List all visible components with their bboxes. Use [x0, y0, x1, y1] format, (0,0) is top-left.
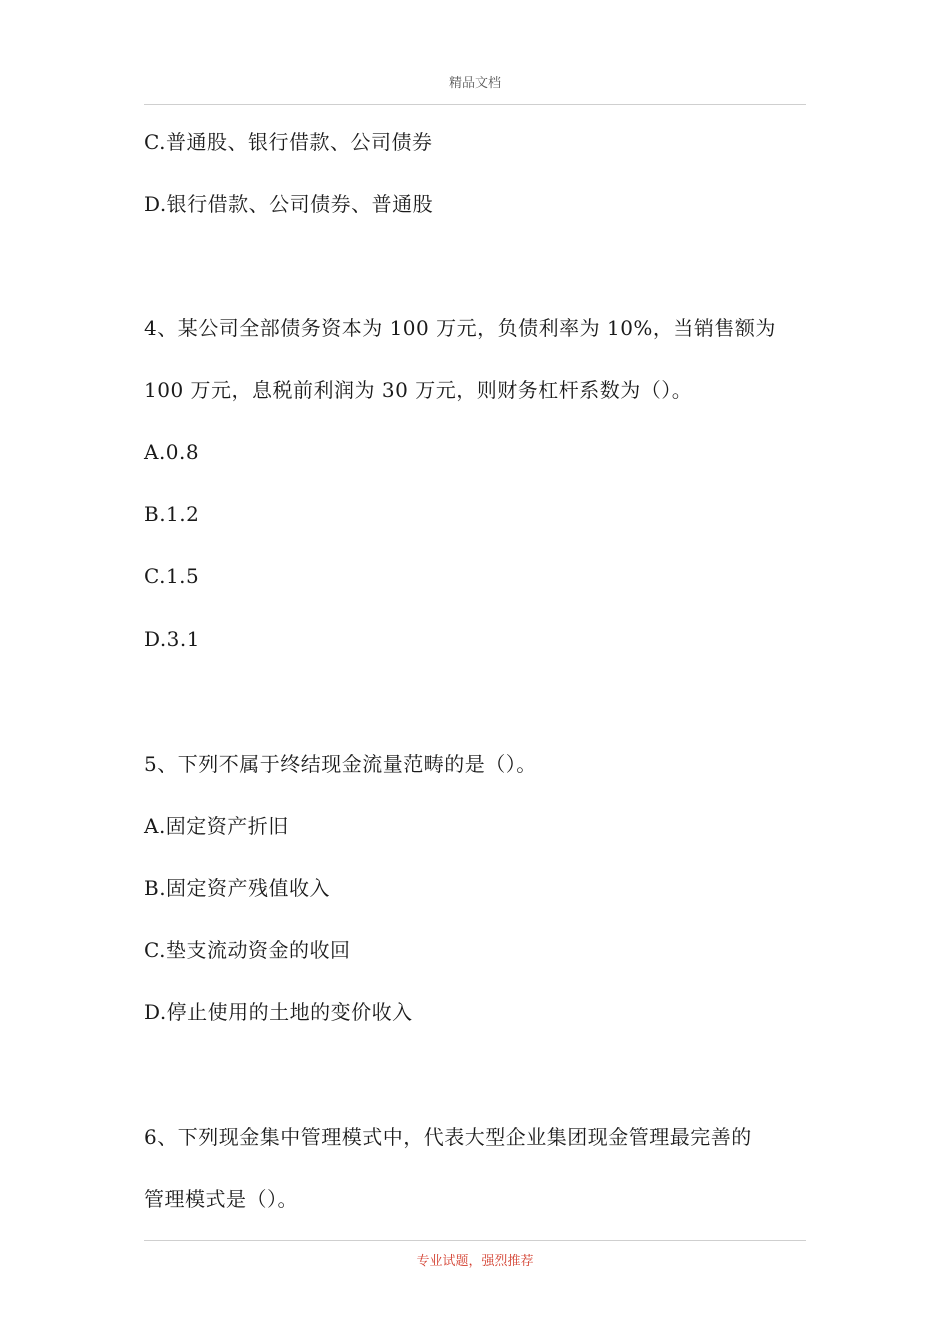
q3-option-c: C.普通股、银行借款、公司债券: [144, 130, 433, 154]
q4-option-d: D.3.1: [144, 627, 200, 651]
page-header-title: 精品文档: [448, 76, 501, 91]
q6-stem-line1: 6、下列现金集中管理模式中，代表大型企业集团现金管理最完善的: [144, 1125, 752, 1149]
q4-option-c: C.1.5: [144, 564, 200, 588]
q5-option-c: C.垫支流动资金的收回: [144, 938, 351, 962]
page-footer-text: 专业试题，强烈推荐: [416, 1254, 534, 1269]
q5-option-a: A.固定资产折旧: [144, 814, 289, 838]
q5-option-b: B.固定资产残值收入: [144, 876, 331, 900]
footer-divider: [144, 1240, 806, 1241]
q4-stem-line1: 4、某公司全部债务资本为 100 万元，负债利率为 10%，当销售额为: [144, 316, 776, 340]
q4-option-a: A.0.8: [144, 440, 200, 464]
q3-option-d: D.银行借款、公司债券、普通股: [144, 192, 434, 216]
q6-stem-line2: 管理模式是（）。: [144, 1187, 298, 1211]
q5-option-d: D.停止使用的土地的变价收入: [144, 1000, 413, 1024]
q4-stem-line2: 100 万元，息税前利润为 30 万元，则财务杠杆系数为（）。: [144, 378, 693, 402]
q4-option-b: B.1.2: [144, 502, 200, 526]
header-divider: [144, 104, 806, 105]
q5-stem: 5、下列不属于终结现金流量范畴的是（）。: [144, 752, 537, 776]
